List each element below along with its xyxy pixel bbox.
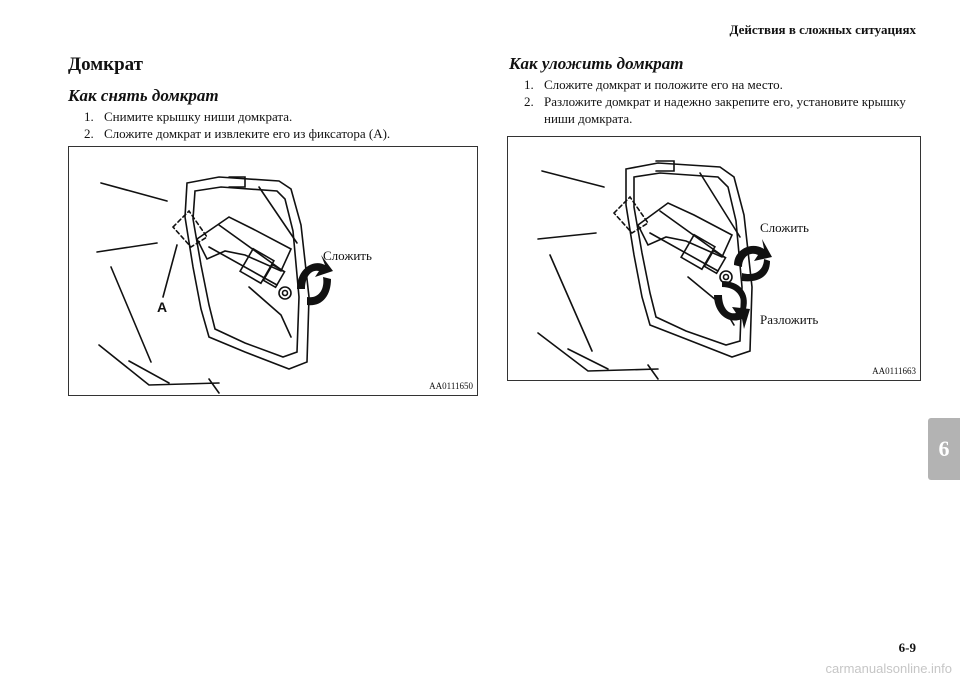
stow-steps <box>524 76 924 127</box>
marker-a-label: A <box>157 299 168 315</box>
stow-heading: Как уложить домкрат <box>509 54 684 73</box>
fold-label: Сложить <box>323 248 372 263</box>
list-item: 1. Сложите домкрат и положите его на место. <box>524 77 783 92</box>
page-number: 6-9 <box>898 640 916 655</box>
chapter-tab: 6 <box>928 418 960 480</box>
list-item: 1. Снимите крышку ниши домкрата. <box>84 109 293 124</box>
list-item: 2. Сложите домкрат и извлеките его из фиксатора (A). <box>84 126 391 141</box>
remove-jack-figure <box>68 146 478 396</box>
unfold-label: Разложить <box>760 312 819 327</box>
figure-code: AA0111650 <box>429 381 473 391</box>
fold-label: Сложить <box>760 220 809 235</box>
watermark: carmanualsonline.info <box>825 661 952 676</box>
remove-steps <box>84 108 484 142</box>
jack-stowing-illustration <box>508 137 920 380</box>
section-header: Действия в сложных ситуациях <box>729 22 916 37</box>
jack-removal-illustration <box>69 147 477 395</box>
stow-jack-figure <box>507 136 921 381</box>
list-item: 2. Разложите домкрат и надежно закрепите его, установите крышку ниши домкрата. <box>524 94 906 126</box>
remove-heading: Как снять домкрат <box>68 86 219 105</box>
page-title: Домкрат <box>68 54 144 75</box>
figure-code: AA0111663 <box>872 366 916 376</box>
